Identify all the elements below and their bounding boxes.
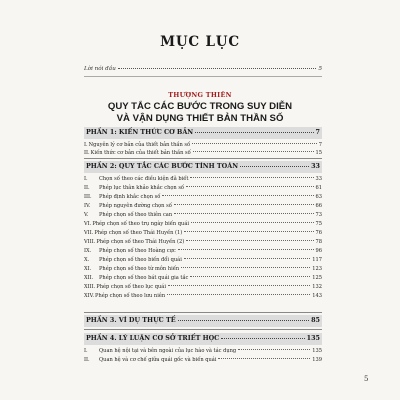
entry-label: Phép nguyên đường chọn số xyxy=(99,203,172,209)
dot-leader xyxy=(186,240,313,241)
divider xyxy=(84,158,322,159)
toc-entry[interactable] xyxy=(84,265,322,273)
page-number: 5 xyxy=(364,375,369,383)
entry-number: XIII. xyxy=(84,284,96,290)
entry-label: Phép chọn số theo Thái Huyền (1) xyxy=(94,230,183,236)
entry-page: 125 xyxy=(312,275,322,281)
section-page: 33 xyxy=(311,162,320,170)
dot-leader xyxy=(190,177,313,178)
dot-leader xyxy=(181,267,310,268)
entry-number: II. xyxy=(84,150,90,156)
dot-leader xyxy=(184,258,310,259)
page-title: MỤC LỤC xyxy=(160,34,240,50)
toc-entry[interactable] xyxy=(84,292,322,300)
dot-leader xyxy=(190,276,310,277)
section-title: PHẦN 1: KIẾN THỨC CƠ BẢN xyxy=(86,128,194,136)
entry-label: Lời nói đầu xyxy=(84,66,116,72)
toc-entry[interactable] xyxy=(84,202,322,210)
entry-label: Quan hệ và cơ chế giữa quái gốc và biến quái xyxy=(99,357,217,363)
entry-label: Phép chọn số theo bát quái gia tắc xyxy=(99,275,189,281)
part-label: THƯỢNG THIÊN xyxy=(168,91,232,99)
toc-section-4[interactable] xyxy=(84,333,322,345)
dot-leader xyxy=(218,358,310,359)
entry-page: 139 xyxy=(312,357,322,363)
toc-entry[interactable] xyxy=(84,184,322,192)
section-page: 85 xyxy=(311,316,320,324)
dot-leader xyxy=(221,338,304,339)
entry-number: III. xyxy=(84,194,92,200)
entry-label: Nguyên lý cơ bản của thiết bản thần số xyxy=(88,142,191,148)
dot-leader xyxy=(174,204,314,205)
toc-entry[interactable] xyxy=(84,274,322,282)
dot-leader xyxy=(168,285,310,286)
toc-entry[interactable] xyxy=(84,256,322,264)
dot-leader xyxy=(178,320,310,321)
entry-page: 75 xyxy=(315,221,322,227)
toc-entry[interactable] xyxy=(84,347,322,355)
toc-entry[interactable] xyxy=(84,356,322,364)
dot-leader xyxy=(240,166,309,167)
section-page: 135 xyxy=(306,334,320,342)
section-title: PHẦN 4. LÝ LUẬN CƠ SỞ TRIẾT HỌC xyxy=(86,334,220,342)
entry-number: IX. xyxy=(84,248,92,254)
dot-leader xyxy=(118,68,317,69)
dot-leader xyxy=(192,143,317,144)
toc-section-3[interactable] xyxy=(84,315,322,327)
entry-page: 76 xyxy=(315,230,322,236)
part-title-line: VÀ VẬN DỤNG THIẾT BẢN THẦN SỐ xyxy=(116,112,284,124)
entry-number: II. xyxy=(84,357,90,363)
toc-entry[interactable] xyxy=(84,229,322,237)
entry-page: 143 xyxy=(312,293,322,299)
divider xyxy=(84,329,322,330)
entry-label: Phép chọn số theo Thái Huyền (2) xyxy=(96,239,185,245)
entry-label: Phép lục thân khảo khắc chọn số xyxy=(99,185,185,191)
dot-leader xyxy=(184,231,313,232)
toc-entry[interactable] xyxy=(84,193,322,201)
dot-leader xyxy=(191,222,314,223)
entry-label: Quan hệ nội tại và bên ngoài của lục hào và tác dụng xyxy=(99,348,237,354)
entry-page: 61 xyxy=(315,185,322,191)
entry-label: Phép chọn số theo lưu niên xyxy=(95,293,166,299)
entry-number: XIV. xyxy=(84,293,95,299)
entry-number: X. xyxy=(84,257,90,263)
toc-entry[interactable] xyxy=(84,211,322,219)
entry-page: 123 xyxy=(312,266,322,272)
section-title: PHẦN 3. VÍ DỤ THỰC TẾ xyxy=(86,316,176,324)
toc-section-1[interactable] xyxy=(84,127,322,139)
toc-entry[interactable] xyxy=(84,247,322,255)
entry-page: 135 xyxy=(312,348,322,354)
toc-entry[interactable] xyxy=(84,283,322,291)
dot-leader xyxy=(167,294,310,295)
part-title-line: QUY TẮC CÁC BƯỚC TRONG SUY DIỄN xyxy=(107,101,293,112)
toc-entry-intro[interactable] xyxy=(84,66,322,72)
dot-leader xyxy=(195,132,313,133)
entry-page: 5 xyxy=(318,66,322,72)
divider xyxy=(84,312,322,313)
entry-number: I. xyxy=(84,142,88,148)
toc-entry[interactable] xyxy=(84,220,322,228)
toc-entry[interactable] xyxy=(84,149,322,157)
entry-page: 15 xyxy=(315,150,322,156)
entry-label: Phép định khắc chọn số xyxy=(99,194,161,200)
entry-number: XII. xyxy=(84,275,94,281)
entry-number: I. xyxy=(84,348,88,354)
entry-label: Phép chọn số theo lục quái xyxy=(96,284,166,290)
entry-number: IV. xyxy=(84,203,91,209)
dot-leader xyxy=(174,213,313,214)
entry-number: VIII. xyxy=(84,239,96,245)
entry-page: 78 xyxy=(315,239,322,245)
entry-label: Phép chọn số theo từ môn hiến xyxy=(99,266,180,272)
entry-page: 63 xyxy=(315,194,322,200)
toc-entry[interactable] xyxy=(84,238,322,246)
entry-label: Phép chọn số theo trụ ngày biến quái xyxy=(92,221,189,227)
entry-page: 7 xyxy=(318,142,322,148)
entry-page: 66 xyxy=(315,203,322,209)
entry-page: 33 xyxy=(315,176,322,182)
entry-number: XI. xyxy=(84,266,92,272)
entry-page: 132 xyxy=(312,284,322,290)
dot-leader xyxy=(178,249,314,250)
section-title: PHẦN 2: QUY TẮC CÁC BƯỚC TÍNH TOÁN xyxy=(86,162,239,170)
dot-leader xyxy=(186,186,313,187)
entry-page: 73 xyxy=(315,212,322,218)
entry-number: V. xyxy=(84,212,89,218)
entry-label: Phép chọn số theo Hoàng cực xyxy=(99,248,176,254)
section-page: 7 xyxy=(315,128,320,136)
divider xyxy=(84,76,322,77)
entry-label: Kiến thức cơ bản của thiết bản thần số xyxy=(90,150,191,156)
dot-leader xyxy=(238,349,310,350)
dot-leader xyxy=(162,195,313,196)
entry-number: VII. xyxy=(84,230,94,236)
toc-entry[interactable] xyxy=(84,141,322,149)
entry-label: Chọn số theo các điều kiện đã biết xyxy=(99,176,189,182)
toc-entry[interactable] xyxy=(84,175,322,183)
entry-label: Phép chọn số theo thiên can xyxy=(99,212,173,218)
part-title xyxy=(0,101,400,124)
entry-number: VI. xyxy=(84,221,92,227)
toc-section-2[interactable] xyxy=(84,161,322,173)
entry-page: 117 xyxy=(312,257,322,263)
entry-page: 96 xyxy=(315,248,322,254)
entry-label: Phép chọn số theo biến đổi quái xyxy=(99,257,182,263)
entry-number: I. xyxy=(84,176,88,182)
entry-number: II. xyxy=(84,185,90,191)
dot-leader xyxy=(193,151,314,152)
